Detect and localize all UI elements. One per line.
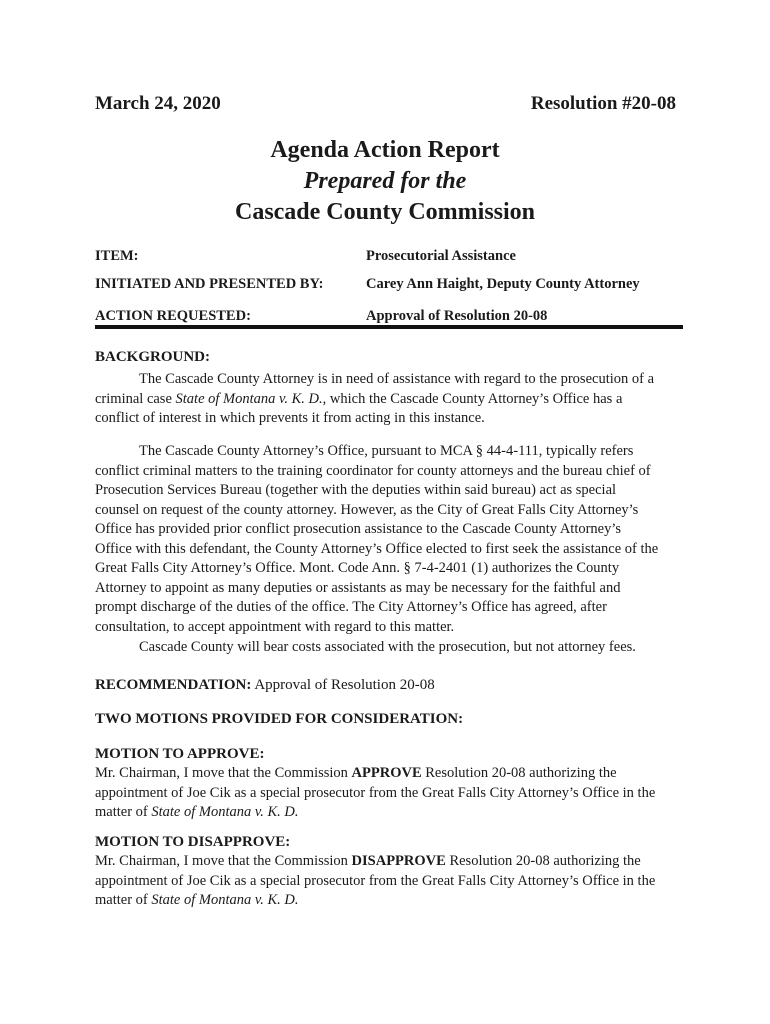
- motion-disapprove-heading: MOTION TO DISAPPROVE:: [95, 834, 291, 850]
- text-fragment: matter of: [95, 804, 152, 820]
- approve-keyword: APPROVE: [351, 765, 422, 781]
- recommendation-text: Approval of Resolution 20-08: [254, 677, 435, 693]
- text-line: The Cascade County Attorney is in need of assistance with regard to the prosecution of a: [139, 371, 655, 387]
- section-divider: [95, 325, 683, 329]
- motions-heading: TWO MOTIONS PROVIDED FOR CONSIDERATION:: [95, 711, 464, 727]
- title-block: [0, 135, 770, 228]
- text-line: [95, 803, 695, 823]
- text-line: [95, 390, 695, 410]
- item-value: Prosecutorial Assistance: [366, 248, 516, 264]
- text-fragment: Mr. Chairman, I move that the Commission: [95, 853, 352, 869]
- motion-approve-text: [95, 764, 695, 823]
- initiated-label: INITIATED AND PRESENTED BY:: [95, 276, 324, 292]
- action-label: ACTION REQUESTED:: [95, 308, 251, 324]
- text-line: prompt discharge of the duties of the office. The City Attorney’s Office has agreed, after: [95, 599, 607, 615]
- motion-disapprove-text: [95, 852, 695, 911]
- text-fragment: Resolution 20-08 authorizing the: [445, 853, 641, 869]
- initiated-value: Carey Ann Haight, Deputy County Attorney: [366, 276, 640, 292]
- text-line: The Cascade County Attorney’s Office, pursuant to MCA § 44-4-111, typically refers: [139, 443, 634, 459]
- case-name: State of Montana v. K. D.: [151, 804, 299, 820]
- motion-approve-heading: MOTION TO APPROVE:: [95, 746, 265, 762]
- case-name: State of Montana v. K. D.: [175, 390, 323, 407]
- case-name: State of Montana v. K. D.: [151, 892, 299, 908]
- recommendation-label: RECOMMENDATION:: [95, 677, 252, 693]
- report-title: Agenda Action Report: [270, 137, 500, 163]
- background-paragraph-2: [95, 442, 695, 637]
- text-line: appointment of Joe Cik as a special prosecutor from the Great Falls City Attorney’s Office in the: [95, 784, 656, 801]
- text-fragment: Resolution 20-08 authorizing the: [421, 765, 617, 781]
- text-line: Attorney to appoint as many deputies or assistants as may be necessary for the faithful and: [95, 579, 621, 596]
- disapprove-keyword: DISAPPROVE: [351, 853, 446, 869]
- text-line: conflict criminal matters to the training coordinator for county attorneys and the bureau chief of: [95, 462, 651, 479]
- text-line: Cascade County will bear costs associated with the prosecution, but not attorney fees.: [139, 639, 636, 655]
- resolution-number: Resolution #20-08: [530, 93, 676, 114]
- text-line: consultation, to accept appointment with regard to this matter.: [95, 618, 455, 635]
- text-line: [95, 852, 695, 872]
- text-line: appointment of Joe Cik as a special prosecutor from the Great Falls City Attorney’s Office in the: [95, 872, 656, 889]
- recommendation-line: [95, 677, 435, 694]
- document-date: March 24, 2020: [95, 93, 221, 114]
- text-line: Office has provided prior conflict prosecution assistance to the Cascade County Attorney’s: [95, 521, 622, 537]
- text-line: Prosecution Services Bureau (together with the deputies within said bureau) act as special: [95, 482, 617, 498]
- background-paragraph-3: [95, 638, 695, 658]
- item-label: ITEM:: [95, 248, 139, 264]
- text-fragment: Mr. Chairman, I move that the Commission: [95, 765, 352, 781]
- action-value: Approval of Resolution 20-08: [366, 308, 548, 324]
- text-line: [95, 764, 695, 784]
- text-fragment: , which the Cascade County Attorney’s Office has a: [322, 390, 623, 407]
- text-line: Great Falls City Attorney’s Office. Mont. Code Ann. § 7-4-2401 (1) authorizes the County: [95, 560, 620, 576]
- text-fragment: matter of: [95, 892, 152, 908]
- text-line: Office with this defendant, the County Attorney’s Office elected to first seek the assistance of the: [95, 540, 659, 557]
- background-heading: BACKGROUND:: [95, 349, 210, 365]
- text-line: [95, 891, 695, 911]
- commission-name: Cascade County Commission: [234, 199, 536, 225]
- text-line: counsel on request of the county attorney. However, as the City of Great Falls City Attorney’s: [95, 501, 639, 518]
- text-line: conflict of interest in which prevents it from acting in this instance.: [95, 410, 485, 426]
- report-subtitle: Prepared for the: [303, 168, 467, 194]
- background-paragraph-1: [95, 370, 695, 429]
- text-fragment: criminal case: [95, 390, 176, 407]
